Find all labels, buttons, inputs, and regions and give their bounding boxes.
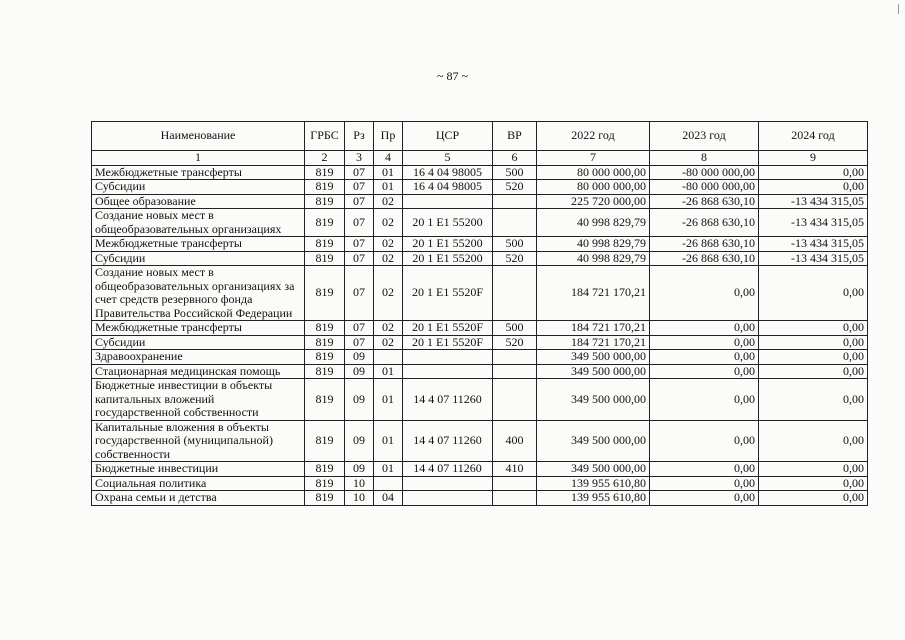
header-2023: 2023 год — [650, 122, 759, 151]
row-grbs: 819 — [305, 420, 345, 462]
row-rz: 10 — [345, 476, 374, 491]
row-name: Бюджетные инвестиции в объекты капитальных вложений государственной собственности — [92, 379, 305, 421]
row-rz: 07 — [345, 335, 374, 350]
row-grbs: 819 — [305, 476, 345, 491]
row-pr: 01 — [374, 462, 403, 477]
row-amount-2022: 40 998 829,79 — [537, 209, 650, 237]
row-grbs: 819 — [305, 180, 345, 195]
row-name: Субсидии — [92, 180, 305, 195]
row-pr: 02 — [374, 209, 403, 237]
row-vr: 520 — [493, 335, 537, 350]
row-amount-2023: 0,00 — [650, 266, 759, 321]
row-amount-2024: 0,00 — [759, 364, 868, 379]
table-row — [92, 251, 868, 266]
row-rz: 07 — [345, 180, 374, 195]
row-vr: 500 — [493, 165, 537, 180]
row-pr: 01 — [374, 364, 403, 379]
row-amount-2023: 0,00 — [650, 491, 759, 506]
row-amount-2023: 0,00 — [650, 420, 759, 462]
row-amount-2024: 0,00 — [759, 350, 868, 365]
row-vr — [493, 209, 537, 237]
row-name: Межбюджетные трансферты — [92, 165, 305, 180]
table-row — [92, 379, 868, 421]
row-pr: 02 — [374, 251, 403, 266]
header-2022: 2022 год — [537, 122, 650, 151]
header-csr: ЦСР — [403, 122, 493, 151]
row-csr: 20 1 E1 5520F — [403, 266, 493, 321]
table-row — [92, 165, 868, 180]
row-vr — [493, 350, 537, 365]
row-name: Создание новых мест в общеобразовательных организациях — [92, 209, 305, 237]
row-amount-2024: 0,00 — [759, 180, 868, 195]
row-pr: 02 — [374, 321, 403, 336]
row-amount-2022: 225 720 000,00 — [537, 194, 650, 209]
row-amount-2024: 0,00 — [759, 379, 868, 421]
row-rz: 07 — [345, 194, 374, 209]
row-amount-2024: 0,00 — [759, 165, 868, 180]
row-vr: 520 — [493, 180, 537, 195]
row-vr — [493, 476, 537, 491]
row-name: Социальная политика — [92, 476, 305, 491]
row-pr: 01 — [374, 180, 403, 195]
row-csr — [403, 364, 493, 379]
row-amount-2024: 0,00 — [759, 321, 868, 336]
row-amount-2024: -13 434 315,05 — [759, 209, 868, 237]
row-pr: 01 — [374, 420, 403, 462]
row-grbs: 819 — [305, 209, 345, 237]
row-name: Субсидии — [92, 251, 305, 266]
row-rz: 09 — [345, 379, 374, 421]
row-rz: 09 — [345, 364, 374, 379]
column-number: 9 — [759, 151, 868, 166]
row-name: Капитальные вложения в объекты государственной (муниципальной) собственности — [92, 420, 305, 462]
row-grbs: 819 — [305, 321, 345, 336]
row-rz: 07 — [345, 165, 374, 180]
column-number: 5 — [403, 151, 493, 166]
row-rz: 07 — [345, 237, 374, 252]
row-amount-2022: 349 500 000,00 — [537, 364, 650, 379]
row-amount-2024: 0,00 — [759, 462, 868, 477]
row-amount-2022: 80 000 000,00 — [537, 165, 650, 180]
table-row — [92, 321, 868, 336]
row-csr: 20 1 E1 55200 — [403, 237, 493, 252]
table-row — [92, 335, 868, 350]
row-pr — [374, 476, 403, 491]
header-row — [92, 122, 868, 151]
row-amount-2023: 0,00 — [650, 364, 759, 379]
row-name: Стационарная медицинская помощь — [92, 364, 305, 379]
row-vr: 410 — [493, 462, 537, 477]
row-amount-2023: 0,00 — [650, 462, 759, 477]
row-rz: 07 — [345, 251, 374, 266]
row-vr — [493, 379, 537, 421]
row-grbs: 819 — [305, 379, 345, 421]
row-csr — [403, 476, 493, 491]
row-rz: 09 — [345, 350, 374, 365]
row-vr — [493, 364, 537, 379]
row-amount-2022: 184 721 170,21 — [537, 266, 650, 321]
row-vr — [493, 491, 537, 506]
row-rz: 09 — [345, 462, 374, 477]
table-row — [92, 209, 868, 237]
row-name: Общее образование — [92, 194, 305, 209]
column-number: 4 — [374, 151, 403, 166]
row-vr: 500 — [493, 237, 537, 252]
header-grbs: ГРБС — [305, 122, 345, 151]
row-amount-2022: 349 500 000,00 — [537, 379, 650, 421]
row-amount-2022: 184 721 170,21 — [537, 335, 650, 350]
row-amount-2023: -80 000 000,00 — [650, 165, 759, 180]
table-row — [92, 194, 868, 209]
row-csr: 16 4 04 98005 — [403, 180, 493, 195]
row-csr: 14 4 07 11260 — [403, 462, 493, 477]
row-pr — [374, 350, 403, 365]
row-amount-2022: 40 998 829,79 — [537, 251, 650, 266]
row-vr: 520 — [493, 251, 537, 266]
column-number: 8 — [650, 151, 759, 166]
row-amount-2023: 0,00 — [650, 335, 759, 350]
row-name: Бюджетные инвестиции — [92, 462, 305, 477]
row-amount-2023: -26 868 630,10 — [650, 251, 759, 266]
row-amount-2024: -13 434 315,05 — [759, 194, 868, 209]
row-amount-2023: -80 000 000,00 — [650, 180, 759, 195]
row-amount-2024: 0,00 — [759, 266, 868, 321]
row-csr: 20 1 E1 5520F — [403, 335, 493, 350]
row-vr: 500 — [493, 321, 537, 336]
row-amount-2022: 139 955 610,80 — [537, 491, 650, 506]
table-row — [92, 364, 868, 379]
row-pr: 01 — [374, 379, 403, 421]
header-vr: ВР — [493, 122, 537, 151]
row-name: Охрана семьи и детства — [92, 491, 305, 506]
row-vr — [493, 266, 537, 321]
row-amount-2022: 40 998 829,79 — [537, 237, 650, 252]
row-amount-2024: 0,00 — [759, 476, 868, 491]
row-csr: 14 4 07 11260 — [403, 379, 493, 421]
row-amount-2023: 0,00 — [650, 321, 759, 336]
header-rz: Рз — [345, 122, 374, 151]
row-name: Создание новых мест в общеобразовательных организациях за счет средств резервного фонда Правительства Российской Федерации — [92, 266, 305, 321]
row-grbs: 819 — [305, 165, 345, 180]
row-name: Межбюджетные трансферты — [92, 237, 305, 252]
row-vr: 400 — [493, 420, 537, 462]
row-amount-2023: 0,00 — [650, 476, 759, 491]
row-rz: 10 — [345, 491, 374, 506]
row-amount-2023: 0,00 — [650, 379, 759, 421]
table-row — [92, 350, 868, 365]
header-pr: Пр — [374, 122, 403, 151]
row-grbs: 819 — [305, 350, 345, 365]
row-amount-2022: 184 721 170,21 — [537, 321, 650, 336]
row-csr: 14 4 07 11260 — [403, 420, 493, 462]
row-amount-2022: 80 000 000,00 — [537, 180, 650, 195]
row-vr — [493, 194, 537, 209]
row-name: Здравоохранение — [92, 350, 305, 365]
row-csr: 20 1 E1 55200 — [403, 251, 493, 266]
row-pr: 02 — [374, 266, 403, 321]
row-amount-2023: -26 868 630,10 — [650, 194, 759, 209]
row-amount-2024: 0,00 — [759, 420, 868, 462]
table-row — [92, 491, 868, 506]
row-pr: 02 — [374, 237, 403, 252]
row-name: Субсидии — [92, 335, 305, 350]
row-amount-2023: 0,00 — [650, 350, 759, 365]
budget-table — [91, 121, 868, 506]
row-grbs: 819 — [305, 251, 345, 266]
table-row — [92, 462, 868, 477]
row-rz: 07 — [345, 209, 374, 237]
row-amount-2024: -13 434 315,05 — [759, 237, 868, 252]
header-name: Наименование — [92, 122, 305, 151]
row-amount-2022: 349 500 000,00 — [537, 420, 650, 462]
column-number: 7 — [537, 151, 650, 166]
row-amount-2022: 139 955 610,80 — [537, 476, 650, 491]
row-amount-2022: 349 500 000,00 — [537, 350, 650, 365]
table-row — [92, 237, 868, 252]
row-grbs: 819 — [305, 335, 345, 350]
row-grbs: 819 — [305, 462, 345, 477]
row-grbs: 819 — [305, 194, 345, 209]
row-rz: 07 — [345, 266, 374, 321]
column-number: 1 — [92, 151, 305, 166]
table-row — [92, 420, 868, 462]
row-amount-2022: 349 500 000,00 — [537, 462, 650, 477]
column-number: 2 — [305, 151, 345, 166]
table-row — [92, 180, 868, 195]
row-pr: 02 — [374, 335, 403, 350]
row-grbs: 819 — [305, 491, 345, 506]
table-row — [92, 476, 868, 491]
column-number: 6 — [493, 151, 537, 166]
row-amount-2024: -13 434 315,05 — [759, 251, 868, 266]
row-grbs: 819 — [305, 266, 345, 321]
row-csr: 16 4 04 98005 — [403, 165, 493, 180]
row-csr: 20 1 E1 5520F — [403, 321, 493, 336]
row-pr: 01 — [374, 165, 403, 180]
row-csr: 20 1 E1 55200 — [403, 209, 493, 237]
row-name: Межбюджетные трансферты — [92, 321, 305, 336]
row-csr — [403, 194, 493, 209]
row-rz: 07 — [345, 321, 374, 336]
row-amount-2024: 0,00 — [759, 335, 868, 350]
row-grbs: 819 — [305, 237, 345, 252]
row-csr — [403, 350, 493, 365]
row-rz: 09 — [345, 420, 374, 462]
row-csr — [403, 491, 493, 506]
row-pr: 02 — [374, 194, 403, 209]
row-amount-2024: 0,00 — [759, 491, 868, 506]
column-number-row — [92, 151, 868, 166]
column-number: 3 — [345, 151, 374, 166]
row-pr: 04 — [374, 491, 403, 506]
row-amount-2023: -26 868 630,10 — [650, 209, 759, 237]
row-amount-2023: -26 868 630,10 — [650, 237, 759, 252]
page-number: ~ 87 ~ — [437, 69, 468, 83]
scan-edge-mark — [898, 4, 899, 14]
row-grbs: 819 — [305, 364, 345, 379]
table-row — [92, 266, 868, 321]
header-2024: 2024 год — [759, 122, 868, 151]
